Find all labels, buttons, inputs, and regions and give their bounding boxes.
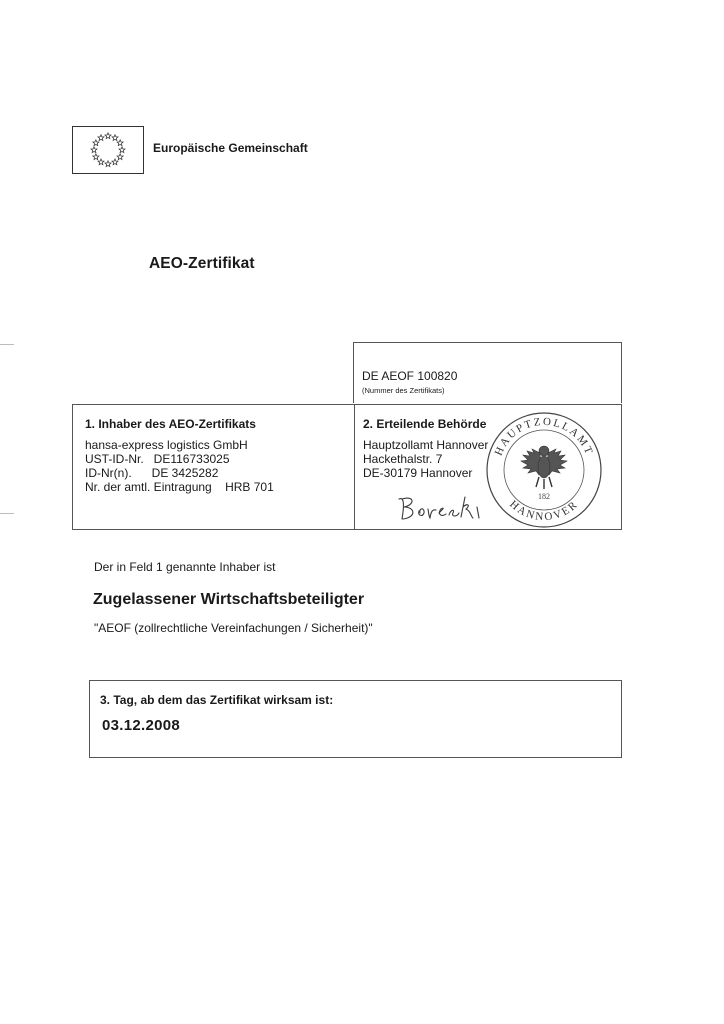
signature-image xyxy=(393,491,485,525)
field-divider xyxy=(354,405,355,529)
eagle-icon xyxy=(521,446,567,489)
official-seal xyxy=(483,409,605,531)
eu-star-icon xyxy=(93,154,99,160)
eu-star-icon xyxy=(105,161,111,167)
eu-star-icon xyxy=(91,147,97,153)
eu-star-icon xyxy=(112,159,118,165)
eu-star-icon xyxy=(98,159,104,165)
certificate-fields xyxy=(72,404,622,530)
status-title: Zugelassener Wirtschaftsbeteiligter xyxy=(93,591,365,608)
validity-heading: 3. Tag, ab dem das Zertifikat wirksam ist: xyxy=(100,693,334,707)
holder-heading: 1. Inhaber des AEO-Zertifikats xyxy=(85,417,256,431)
certificate-number-box xyxy=(353,342,622,403)
certificate-number: DE AEOF 100820 xyxy=(362,369,458,383)
seal-bottom-text: HANNOVER xyxy=(507,498,581,524)
issuer-street: Hackethalstr. 7 xyxy=(363,452,443,466)
issuer-city: DE-30179 Hannover xyxy=(363,466,473,480)
validity-box xyxy=(89,680,622,758)
certificate-number-note: (Nummer des Zertifikats) xyxy=(362,386,445,395)
status-description: "AEOF (zollrechtliche Vereinfachungen / Sicherheit)" xyxy=(94,621,373,635)
eu-flag xyxy=(72,126,144,174)
seal-top-text: HAUPTZOLLAMT xyxy=(492,415,596,458)
holder-vat-id: UST-ID-Nr. DE116733025 xyxy=(85,452,230,466)
document-title: AEO-Zertifikat xyxy=(149,255,255,272)
holder-id-number: ID-Nr(n). DE 3425282 xyxy=(85,466,219,480)
eu-star-icon xyxy=(119,147,125,153)
eu-star-icon xyxy=(93,140,99,146)
scan-edge-mark xyxy=(0,513,14,514)
eu-star-icon xyxy=(98,135,104,141)
svg-text:HANNOVER xyxy=(507,498,581,523)
holder-register-number: Nr. der amtl. Eintragung HRB 701 xyxy=(85,480,274,494)
holder-name: hansa-express logistics GmbH xyxy=(85,438,248,452)
issuer-heading: 2. Erteilende Behörde xyxy=(363,417,487,431)
eu-star-icon xyxy=(117,154,123,160)
eu-star-icon xyxy=(105,133,111,139)
authority-label: Europäische Gemeinschaft xyxy=(153,141,308,155)
validity-date: 03.12.2008 xyxy=(102,717,181,734)
eu-stars-icon xyxy=(73,127,143,173)
seal-number: 182 xyxy=(538,492,550,501)
scan-edge-mark xyxy=(0,344,14,345)
issuer-name: Hauptzollamt Hannover xyxy=(363,438,489,452)
eu-star-icon xyxy=(112,135,118,141)
status-intro: Der in Feld 1 genannte Inhaber ist xyxy=(94,560,276,574)
eu-star-icon xyxy=(117,140,123,146)
